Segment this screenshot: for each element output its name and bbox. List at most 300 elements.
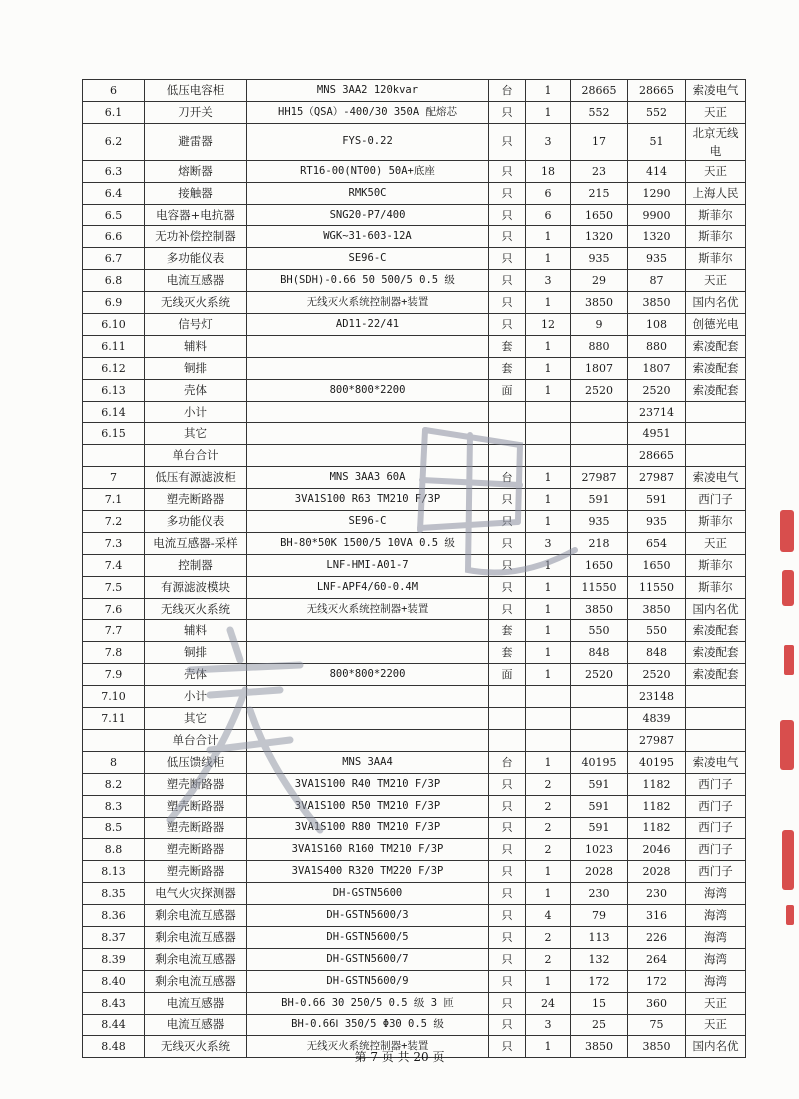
cell-brand (686, 445, 746, 467)
cell-no: 6.13 (83, 379, 145, 401)
cell-no: 8.35 (83, 883, 145, 905)
cell-unit (489, 708, 526, 730)
cell-spec: AD11-22/41 (247, 314, 489, 336)
cell-name: 小计 (145, 686, 247, 708)
table-row (83, 598, 746, 620)
cell-total: 1182 (628, 795, 686, 817)
cell-name: 剩余电流互感器 (145, 948, 247, 970)
cell-unit: 只 (489, 160, 526, 182)
cell-qty: 1 (526, 80, 571, 102)
cell-brand: 创德光电 (686, 314, 746, 336)
cell-unit: 只 (489, 861, 526, 883)
cell-spec: DH-GSTN5600/3 (247, 905, 489, 927)
cell-total: 264 (628, 948, 686, 970)
cell-name: 电流互感器 (145, 1014, 247, 1036)
cell-name: 辅料 (145, 335, 247, 357)
cell-qty: 1 (526, 489, 571, 511)
cell-total: 1650 (628, 554, 686, 576)
cell-qty: 6 (526, 182, 571, 204)
cell-name: 无线灭火系统 (145, 292, 247, 314)
table-row (83, 123, 746, 160)
cell-name: 电容器+电抗器 (145, 204, 247, 226)
cell-total: 2520 (628, 379, 686, 401)
cell-unit: 只 (489, 883, 526, 905)
cell-name: 剩余电流互感器 (145, 970, 247, 992)
cell-qty: 1 (526, 620, 571, 642)
cell-brand: 斯菲尔 (686, 576, 746, 598)
table-row (83, 905, 746, 927)
cell-spec: 800*800*2200 (247, 664, 489, 686)
cell-spec (247, 357, 489, 379)
page-number: 第 7 页 共 20 页 (354, 1050, 445, 1064)
cell-qty: 2 (526, 839, 571, 861)
cell-no (83, 729, 145, 751)
cell-no: 6.14 (83, 401, 145, 423)
cell-qty: 3 (526, 270, 571, 292)
cell-price: 230 (571, 883, 628, 905)
cell-spec: MNS 3AA2 120kvar (247, 80, 489, 102)
cell-price: 552 (571, 101, 628, 123)
cell-total: 2046 (628, 839, 686, 861)
cell-price: 17 (571, 123, 628, 160)
cell-price: 3850 (571, 598, 628, 620)
table-row (83, 664, 746, 686)
cell-qty: 3 (526, 123, 571, 160)
cell-no: 8.8 (83, 839, 145, 861)
cell-price: 113 (571, 926, 628, 948)
cell-no: 6.9 (83, 292, 145, 314)
cell-brand: 国内名优 (686, 598, 746, 620)
cell-no: 8.48 (83, 1036, 145, 1058)
cell-qty (526, 686, 571, 708)
cell-brand: 索凌配套 (686, 620, 746, 642)
cell-price: 935 (571, 248, 628, 270)
cell-price: 550 (571, 620, 628, 642)
cell-qty: 1 (526, 379, 571, 401)
cell-no: 7.10 (83, 686, 145, 708)
cell-qty: 6 (526, 204, 571, 226)
cell-spec (247, 401, 489, 423)
cell-spec: DH-GSTN5600 (247, 883, 489, 905)
cell-name: 壳体 (145, 664, 247, 686)
table-row (83, 204, 746, 226)
table-row (83, 751, 746, 773)
cell-price (571, 686, 628, 708)
cell-no: 8.13 (83, 861, 145, 883)
cell-total: 848 (628, 642, 686, 664)
cell-name: 单台合计 (145, 729, 247, 751)
cell-name: 多功能仪表 (145, 511, 247, 533)
cell-qty: 1 (526, 598, 571, 620)
cell-qty (526, 423, 571, 445)
cell-brand (686, 729, 746, 751)
cell-no: 7.7 (83, 620, 145, 642)
cell-total: 108 (628, 314, 686, 336)
cell-qty: 1 (526, 554, 571, 576)
cell-price: 23 (571, 160, 628, 182)
cell-total: 414 (628, 160, 686, 182)
cell-name: 塑壳断路器 (145, 795, 247, 817)
cell-total: 2520 (628, 664, 686, 686)
cell-total: 75 (628, 1014, 686, 1036)
cell-total: 2028 (628, 861, 686, 883)
cell-brand (686, 686, 746, 708)
cell-no: 6.11 (83, 335, 145, 357)
cell-price: 1807 (571, 357, 628, 379)
table-row (83, 686, 746, 708)
cell-spec: MNS 3AA4 (247, 751, 489, 773)
red-seal-edge (770, 510, 799, 930)
cell-total: 172 (628, 970, 686, 992)
cell-price: 9 (571, 314, 628, 336)
cell-brand: 海湾 (686, 905, 746, 927)
cell-brand (686, 423, 746, 445)
cell-price: 218 (571, 532, 628, 554)
cell-brand: 海湾 (686, 970, 746, 992)
cell-name: 塑壳断路器 (145, 839, 247, 861)
cell-price: 880 (571, 335, 628, 357)
cell-no: 8.39 (83, 948, 145, 970)
cell-spec: 3VA1S100 R40 TM210 F/3P (247, 773, 489, 795)
cell-price: 79 (571, 905, 628, 927)
cell-price: 591 (571, 489, 628, 511)
cell-qty: 1 (526, 248, 571, 270)
cell-spec: 无线灭火系统控制器+装置 (247, 292, 489, 314)
cell-qty: 1 (526, 642, 571, 664)
cell-brand: 天正 (686, 270, 746, 292)
cell-name: 电流互感器 (145, 270, 247, 292)
cell-price: 2520 (571, 379, 628, 401)
cell-price: 1650 (571, 204, 628, 226)
cell-unit: 台 (489, 751, 526, 773)
cell-brand: 西门子 (686, 861, 746, 883)
cell-total: 552 (628, 101, 686, 123)
cell-spec: FYS-0.22 (247, 123, 489, 160)
cell-brand: 索凌电气 (686, 80, 746, 102)
cell-no: 8.40 (83, 970, 145, 992)
cell-unit: 只 (489, 270, 526, 292)
table-row (83, 489, 746, 511)
cell-brand: 海湾 (686, 948, 746, 970)
cell-unit (489, 729, 526, 751)
cell-price: 28665 (571, 80, 628, 102)
cell-qty: 1 (526, 292, 571, 314)
cell-name: 接触器 (145, 182, 247, 204)
equipment-price-table (82, 79, 746, 1058)
cell-spec (247, 686, 489, 708)
cell-spec (247, 335, 489, 357)
cell-unit: 只 (489, 248, 526, 270)
cell-total: 3850 (628, 598, 686, 620)
cell-price: 132 (571, 948, 628, 970)
cell-name: 有源滤波模块 (145, 576, 247, 598)
cell-no: 6.4 (83, 182, 145, 204)
cell-brand: 斯菲尔 (686, 226, 746, 248)
cell-name: 铜排 (145, 357, 247, 379)
cell-unit: 只 (489, 970, 526, 992)
table-row (83, 248, 746, 270)
cell-total: 1182 (628, 817, 686, 839)
cell-unit: 只 (489, 101, 526, 123)
cell-brand: 索凌配套 (686, 335, 746, 357)
cell-no: 6.12 (83, 357, 145, 379)
cell-brand: 海湾 (686, 926, 746, 948)
cell-brand: 天正 (686, 532, 746, 554)
cell-qty: 3 (526, 1014, 571, 1036)
cell-unit: 只 (489, 204, 526, 226)
table-row (83, 620, 746, 642)
cell-name: 剩余电流互感器 (145, 905, 247, 927)
table-row (83, 101, 746, 123)
cell-unit: 只 (489, 554, 526, 576)
cell-brand: 斯菲尔 (686, 511, 746, 533)
cell-price: 40195 (571, 751, 628, 773)
cell-qty: 2 (526, 817, 571, 839)
cell-unit (489, 401, 526, 423)
cell-total: 935 (628, 248, 686, 270)
table-row (83, 80, 746, 102)
cell-spec: BH-0.66 30 250/5 0.5 级 3 匝 (247, 992, 489, 1014)
cell-name: 信号灯 (145, 314, 247, 336)
cell-brand: 天正 (686, 1014, 746, 1036)
cell-spec: DH-GSTN5600/7 (247, 948, 489, 970)
cell-total: 1182 (628, 773, 686, 795)
cell-qty: 1 (526, 576, 571, 598)
cell-price: 1650 (571, 554, 628, 576)
cell-unit: 只 (489, 226, 526, 248)
cell-name: 无线灭火系统 (145, 1036, 247, 1058)
cell-no: 7.4 (83, 554, 145, 576)
cell-total: 1807 (628, 357, 686, 379)
cell-total: 23714 (628, 401, 686, 423)
cell-spec: SE96-C (247, 248, 489, 270)
cell-no: 7.1 (83, 489, 145, 511)
table-row (83, 270, 746, 292)
cell-brand: 西门子 (686, 773, 746, 795)
cell-qty: 1 (526, 467, 571, 489)
cell-unit: 只 (489, 905, 526, 927)
table-row (83, 160, 746, 182)
table-row (83, 817, 746, 839)
cell-total: 3850 (628, 1036, 686, 1058)
cell-qty: 12 (526, 314, 571, 336)
cell-qty: 18 (526, 160, 571, 182)
cell-price: 11550 (571, 576, 628, 598)
cell-no: 7.11 (83, 708, 145, 730)
cell-spec: LNF-HMI-A01-7 (247, 554, 489, 576)
cell-brand: 天正 (686, 992, 746, 1014)
cell-name: 多功能仪表 (145, 248, 247, 270)
cell-unit: 只 (489, 489, 526, 511)
cell-unit: 台 (489, 80, 526, 102)
cell-total: 1320 (628, 226, 686, 248)
cell-unit: 台 (489, 467, 526, 489)
cell-no: 6 (83, 80, 145, 102)
cell-name: 控制器 (145, 554, 247, 576)
cell-price: 25 (571, 1014, 628, 1036)
cell-qty: 1 (526, 226, 571, 248)
cell-qty: 1 (526, 970, 571, 992)
cell-price (571, 729, 628, 751)
cell-spec: SNG20-P7/400 (247, 204, 489, 226)
cell-qty: 1 (526, 511, 571, 533)
cell-no (83, 445, 145, 467)
cell-brand: 索凌配套 (686, 664, 746, 686)
cell-unit: 只 (489, 795, 526, 817)
cell-name: 单台合计 (145, 445, 247, 467)
table-row (83, 423, 746, 445)
cell-price: 3850 (571, 1036, 628, 1058)
cell-unit: 只 (489, 182, 526, 204)
cell-name: 刀开关 (145, 101, 247, 123)
cell-unit: 只 (489, 1014, 526, 1036)
cell-qty: 4 (526, 905, 571, 927)
cell-total: 23148 (628, 686, 686, 708)
cell-unit: 面 (489, 664, 526, 686)
cell-spec: BH(SDH)-0.66 50 500/5 0.5 级 (247, 270, 489, 292)
cell-price: 935 (571, 511, 628, 533)
cell-no: 6.6 (83, 226, 145, 248)
cell-price: 591 (571, 795, 628, 817)
cell-price (571, 401, 628, 423)
cell-brand: 国内名优 (686, 292, 746, 314)
cell-no: 8.3 (83, 795, 145, 817)
cell-spec (247, 729, 489, 751)
cell-unit: 套 (489, 620, 526, 642)
cell-total: 591 (628, 489, 686, 511)
cell-name: 其它 (145, 708, 247, 730)
table-row (83, 445, 746, 467)
cell-brand: 斯菲尔 (686, 554, 746, 576)
table-row (83, 226, 746, 248)
cell-qty: 1 (526, 861, 571, 883)
cell-unit: 只 (489, 598, 526, 620)
cell-no: 7.5 (83, 576, 145, 598)
cell-spec: 800*800*2200 (247, 379, 489, 401)
cell-no: 6.7 (83, 248, 145, 270)
cell-total: 1290 (628, 182, 686, 204)
cell-spec (247, 708, 489, 730)
cell-price: 3850 (571, 292, 628, 314)
cell-unit: 只 (489, 314, 526, 336)
table-row (83, 992, 746, 1014)
cell-total: 316 (628, 905, 686, 927)
cell-spec: DH-GSTN5600/9 (247, 970, 489, 992)
cell-no: 8.36 (83, 905, 145, 927)
cell-brand: 西门子 (686, 839, 746, 861)
cell-name: 电流互感器-采样 (145, 532, 247, 554)
cell-name: 壳体 (145, 379, 247, 401)
cell-price: 848 (571, 642, 628, 664)
cell-spec: MNS 3AA3 60A (247, 467, 489, 489)
cell-qty (526, 708, 571, 730)
cell-total: 3850 (628, 292, 686, 314)
table-row (83, 642, 746, 664)
cell-total: 230 (628, 883, 686, 905)
cell-spec (247, 642, 489, 664)
cell-price: 591 (571, 773, 628, 795)
cell-no: 8.5 (83, 817, 145, 839)
cell-unit: 只 (489, 839, 526, 861)
table-row (83, 708, 746, 730)
cell-price: 1320 (571, 226, 628, 248)
cell-name: 电流互感器 (145, 992, 247, 1014)
cell-unit: 套 (489, 642, 526, 664)
cell-price: 29 (571, 270, 628, 292)
cell-price: 172 (571, 970, 628, 992)
cell-total: 360 (628, 992, 686, 1014)
cell-qty: 1 (526, 1036, 571, 1058)
table-row (83, 554, 746, 576)
cell-no: 6.8 (83, 270, 145, 292)
table-row (83, 467, 746, 489)
table-row (83, 1014, 746, 1036)
cell-spec: 3VA1S100 R80 TM210 F/3P (247, 817, 489, 839)
cell-spec: BH-80*50K 1500/5 10VA 0.5 级 (247, 532, 489, 554)
cell-spec: LNF-APF4/60-0.4M (247, 576, 489, 598)
cell-unit: 只 (489, 532, 526, 554)
cell-price: 15 (571, 992, 628, 1014)
cell-price (571, 423, 628, 445)
cell-brand: 上海人民 (686, 182, 746, 204)
cell-qty: 1 (526, 664, 571, 686)
cell-qty (526, 729, 571, 751)
cell-no: 8 (83, 751, 145, 773)
table-row (83, 182, 746, 204)
cell-no: 6.5 (83, 204, 145, 226)
cell-name: 铜排 (145, 642, 247, 664)
cell-brand (686, 708, 746, 730)
cell-qty (526, 401, 571, 423)
cell-name: 塑壳断路器 (145, 489, 247, 511)
cell-total: 935 (628, 511, 686, 533)
cell-spec: 3VA1S400 R320 TM220 F/3P (247, 861, 489, 883)
cell-total: 9900 (628, 204, 686, 226)
cell-brand: 斯菲尔 (686, 248, 746, 270)
cell-spec: RMK50C (247, 182, 489, 204)
cell-price: 1023 (571, 839, 628, 861)
cell-no: 6.2 (83, 123, 145, 160)
cell-spec (247, 423, 489, 445)
cell-brand: 国内名优 (686, 1036, 746, 1058)
cell-no: 7.6 (83, 598, 145, 620)
cell-name: 熔断器 (145, 160, 247, 182)
cell-brand: 索凌电气 (686, 751, 746, 773)
cell-name: 塑壳断路器 (145, 773, 247, 795)
cell-name: 辅料 (145, 620, 247, 642)
cell-unit: 只 (489, 1036, 526, 1058)
cell-qty: 1 (526, 101, 571, 123)
cell-total: 4839 (628, 708, 686, 730)
table-row (83, 970, 746, 992)
cell-no: 6.1 (83, 101, 145, 123)
cell-price: 2520 (571, 664, 628, 686)
cell-name: 其它 (145, 423, 247, 445)
cell-price (571, 708, 628, 730)
cell-no: 8.44 (83, 1014, 145, 1036)
cell-spec: 无线灭火系统控制器+装置 (247, 1036, 489, 1058)
cell-price: 27987 (571, 467, 628, 489)
cell-no: 7.8 (83, 642, 145, 664)
cell-no: 7 (83, 467, 145, 489)
cell-spec: HH15（QSA）-400/30 350A 配熔芯 (247, 101, 489, 123)
cell-spec: DH-GSTN5600/5 (247, 926, 489, 948)
cell-price: 2028 (571, 861, 628, 883)
cell-spec: RT16-00(NT00) 50A+底座 (247, 160, 489, 182)
cell-total: 11550 (628, 576, 686, 598)
cell-total: 51 (628, 123, 686, 160)
cell-unit: 只 (489, 123, 526, 160)
